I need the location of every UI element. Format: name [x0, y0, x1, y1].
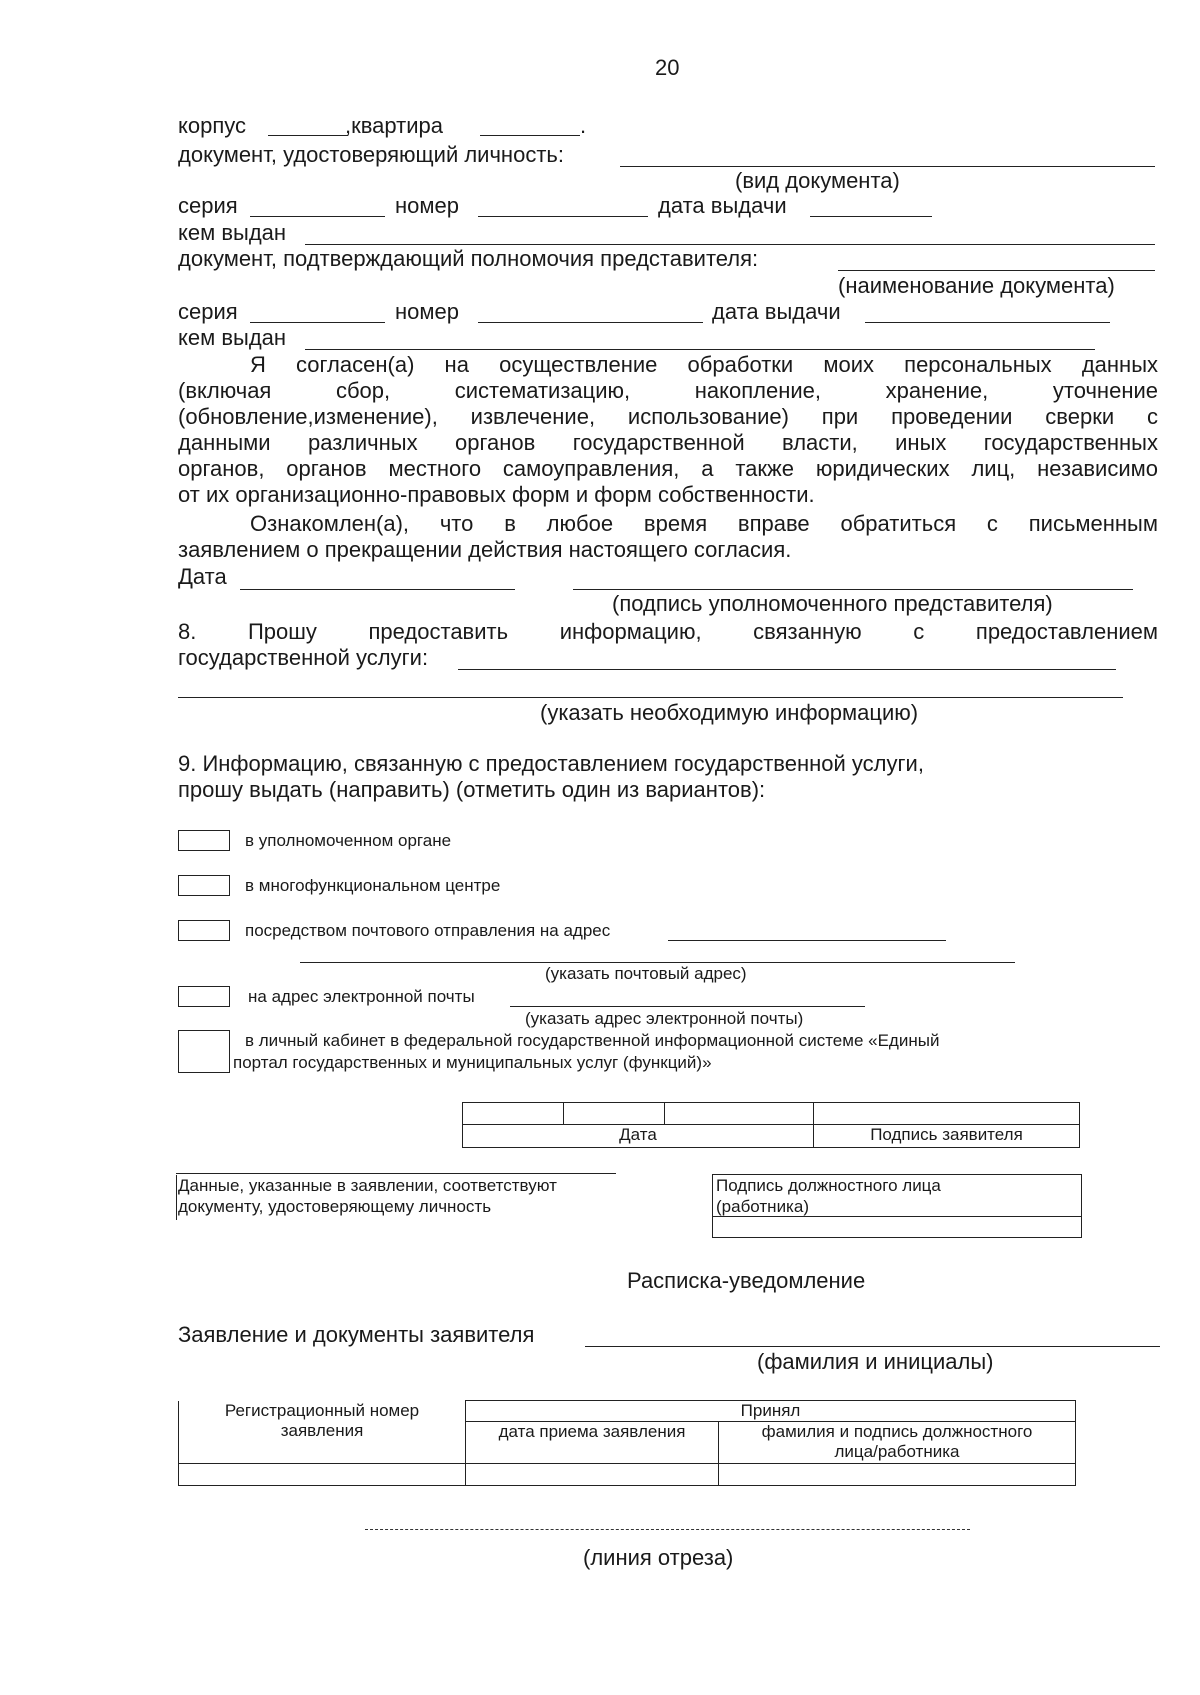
- rep-date-label: дата выдачи: [712, 299, 841, 324]
- option-post-checkbox[interactable]: [178, 920, 230, 941]
- id-issued-by-label: кем выдан: [178, 220, 287, 245]
- applicant-signature-table: [462, 1102, 1080, 1148]
- consent-signature-field[interactable]: [573, 589, 1133, 590]
- signature-caption: Подпись заявителя: [814, 1125, 1080, 1148]
- rep-issued-by-label: кем выдан: [178, 325, 287, 350]
- id-doc-label: документ, удостоверяющий личность:: [178, 142, 564, 167]
- item8-caption: (указать необходимую информацию): [540, 700, 919, 725]
- ack-line-2: заявлением о прекращении действия настоящего согласия.: [178, 537, 792, 562]
- cut-line: [365, 1529, 970, 1530]
- kvartira-label: ,квартира: [345, 113, 444, 138]
- rep-nomer-field[interactable]: [478, 322, 703, 323]
- date-cell-month[interactable]: [564, 1103, 665, 1125]
- reg-number-header-line-2: заявления: [280, 1420, 364, 1440]
- verify-right-line-2: (работника): [716, 1197, 809, 1216]
- rep-doc-caption: (наименование документа): [838, 273, 1115, 298]
- item8-field-2[interactable]: [178, 697, 1123, 698]
- rep-seria-field[interactable]: [250, 322, 385, 323]
- option-cabinet-checkbox[interactable]: [178, 1030, 230, 1073]
- verify-right-line-1: Подпись должностного лица: [716, 1176, 941, 1195]
- verify-left-line-1: Данные, указанные в заявлении, соответствуют: [178, 1176, 557, 1195]
- rep-doc-field[interactable]: [838, 270, 1155, 271]
- accept-date-header: дата приема заявления: [466, 1422, 719, 1464]
- id-seria-label: серия: [178, 193, 238, 218]
- korpus-label: корпус: [178, 113, 247, 138]
- verify-left-border: [176, 1175, 177, 1220]
- korpus-field[interactable]: [268, 135, 348, 136]
- date-caption: Дата: [463, 1125, 814, 1148]
- page-number: 20: [655, 55, 680, 80]
- id-nomer-label: номер: [395, 193, 459, 218]
- rep-seria-label: серия: [178, 299, 238, 324]
- item9-line-1: 9. Информацию, связанную с предоставлением государственной услуги,: [178, 751, 924, 776]
- receipt-statement-label: Заявление и документы заявителя: [178, 1322, 535, 1347]
- item8-line-2-label: государственной услуги:: [178, 645, 429, 670]
- official-name-cell[interactable]: [719, 1464, 1076, 1486]
- verify-left-top-border: [176, 1173, 616, 1174]
- consent-line-3: (обновление,изменение), извлечение, использование) при проведении сверки с: [178, 404, 1158, 429]
- postal-address-field-2[interactable]: [300, 962, 1015, 963]
- kvartira-field[interactable]: [480, 135, 580, 136]
- reg-number-header: [179, 1401, 466, 1464]
- option-authority-label: в уполномоченном органе: [245, 831, 452, 850]
- official-name-header: [719, 1422, 1076, 1464]
- postal-caption: (указать почтовый адрес): [545, 964, 747, 983]
- option-cabinet-label-1: в личный кабинет в федеральной государственной информационной системе «Единый: [245, 1031, 940, 1050]
- id-date-label: дата выдачи: [658, 193, 787, 218]
- item9-line-2: прошу выдать (направить) (отметить один из вариантов):: [178, 777, 766, 802]
- official-name-header-line-2: лица/работника: [834, 1442, 960, 1461]
- id-nomer-field[interactable]: [478, 216, 648, 217]
- receipt-name-caption: (фамилия и инициалы): [757, 1349, 994, 1374]
- option-mfc-label: в многофункциональном центре: [245, 876, 501, 895]
- item8-line-1: 8. Прошу предоставить информацию, связанную с предоставлением: [178, 619, 1158, 644]
- consent-line-4: данными различных органов государственной власти, иных государственных: [178, 430, 1158, 455]
- consent-line-5: органов, органов местного самоуправления, а также юридических лиц, независимо: [178, 456, 1158, 481]
- reg-number-header-line-1: Регистрационный номер: [224, 1400, 420, 1420]
- id-issued-by-field[interactable]: [305, 244, 1155, 245]
- receipt-name-field[interactable]: [585, 1346, 1160, 1347]
- postal-address-field-1[interactable]: [668, 940, 946, 941]
- accepted-header: Принял: [466, 1401, 1076, 1422]
- option-cabinet-label-2: портал государственных и муниципальных услуг (функций)»: [233, 1053, 712, 1072]
- date-cell-year[interactable]: [665, 1103, 814, 1125]
- id-seria-field[interactable]: [250, 216, 385, 217]
- rep-date-field[interactable]: [865, 322, 1110, 323]
- item8-field-1[interactable]: [458, 669, 1116, 670]
- option-post-label: посредством почтового отправления на адрес: [245, 921, 611, 940]
- consent-date-label: Дата: [178, 564, 227, 589]
- consent-line-1: Я согласен(а) на осуществление обработки моих персональных данных: [250, 352, 1158, 377]
- address-end: .: [580, 113, 587, 138]
- verify-left-line-2: документу, удостоверяющему личность: [178, 1197, 492, 1216]
- cut-caption: (линия отреза): [583, 1545, 734, 1570]
- ack-line-1: Ознакомлен(а), что в любое время вправе обратиться с письменным: [250, 511, 1158, 536]
- id-date-field[interactable]: [810, 216, 932, 217]
- consent-date-field[interactable]: [240, 589, 515, 590]
- registration-table: [178, 1400, 1076, 1486]
- rep-nomer-label: номер: [395, 299, 459, 324]
- official-name-header-line-1: фамилия и подпись должностного: [761, 1422, 1033, 1441]
- accept-date-cell[interactable]: [466, 1464, 719, 1486]
- reg-number-cell[interactable]: [179, 1464, 466, 1486]
- id-doc-field[interactable]: [620, 166, 1155, 167]
- rep-doc-label: документ, подтверждающий полномочия представителя:: [178, 246, 759, 271]
- consent-line-2: (включая сбор, систематизацию, накопление, хранение, уточнение: [178, 378, 1158, 403]
- rep-issued-by-field[interactable]: [305, 349, 1095, 350]
- email-caption: (указать адрес электронной почты): [525, 1009, 804, 1028]
- option-email-label: на адрес электронной почты: [248, 987, 475, 1006]
- consent-last-line: от их организационно-правовых форм и форм собственности.: [178, 482, 815, 507]
- option-mfc-checkbox[interactable]: [178, 875, 230, 896]
- id-doc-caption: (вид документа): [735, 168, 900, 193]
- option-email-checkbox[interactable]: [178, 986, 230, 1007]
- consent-signature-caption: (подпись уполномоченного представителя): [612, 591, 1053, 616]
- email-field[interactable]: [510, 1006, 865, 1007]
- signature-cell[interactable]: [814, 1103, 1080, 1125]
- receipt-title: Расписка-уведомление: [627, 1268, 866, 1293]
- date-cell-day[interactable]: [463, 1103, 564, 1125]
- option-authority-checkbox[interactable]: [178, 830, 230, 851]
